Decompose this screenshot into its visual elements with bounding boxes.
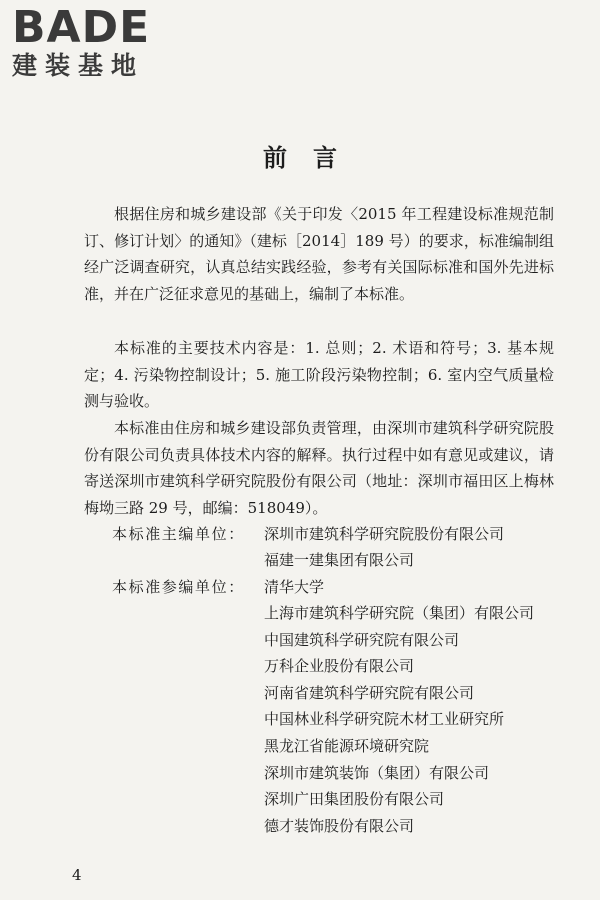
- chief-units-list: [264, 547, 540, 574]
- chief-units-label: 本标准主编单位：: [112, 525, 245, 543]
- chief-unit-item: 福建一建集团有限公司: [264, 551, 415, 569]
- page-number: 4: [72, 866, 82, 884]
- participating-unit-item: 河南省建筑科学研究院有限公司: [264, 683, 475, 702]
- paragraph-management: 本标准由住房和城乡建设部负责管理，由深圳市建筑科学研究院股份有限公司负责具体技术内容的解释。执行过程中如有意见或建议，请寄送深圳市建筑科学研究院股份有限公司（地址：深圳市福田区上梅林梅坳三路 29 号，邮编：518049）。: [84, 419, 554, 517]
- participating-unit-item: 深圳广田集团股份有限公司: [264, 790, 445, 809]
- participating-units-row: [112, 574, 572, 601]
- bade-logo: [12, 2, 151, 80]
- participating-unit-item: 中国林业科学研究院木材工业研究所: [264, 710, 505, 729]
- paragraph-contents: 本标准的主要技术内容是：1. 总则；2. 术语和符号；3. 基本规定；4. 污染物控制设计；5. 施工阶段污染物控制；6. 室内空气质量检测与验收。: [84, 339, 554, 411]
- participating-unit-item: 深圳市建筑装饰（集团）有限公司: [264, 763, 490, 782]
- participating-unit-item: 黑龙江省能源环境研究院: [264, 736, 430, 755]
- logo-subtitle: 建装基地: [12, 51, 145, 80]
- participating-unit-item: 中国建筑科学研究院有限公司: [264, 630, 460, 649]
- participating-units-list: [264, 600, 540, 839]
- participating-units-label: 本标准参编单位：: [112, 578, 245, 596]
- paragraph-basis: 根据住房和城乡建设部《关于印发〈2015 年工程建设标准规范制订、修订计划〉的通知》（建标［2014］189 号）的要求，标准编制组经广泛调查研究，认真总结实践经验，参考有关国际标准和国外先进标准，并在广泛征求意见的基础上，编制了本标准。: [84, 205, 554, 303]
- participating-unit-item: 万科企业股份有限公司: [264, 657, 415, 676]
- participating-unit-first: 清华大学: [264, 578, 325, 596]
- chief-units-row: [112, 521, 572, 548]
- page-title: 前言: [263, 143, 363, 172]
- participating-unit-item: 德才装饰股份有限公司: [264, 816, 415, 835]
- chief-unit-first: 深圳市建筑科学研究院股份有限公司: [264, 525, 505, 543]
- participating-unit-item: 上海市建筑科学研究院（集团）有限公司: [264, 604, 535, 622]
- logo-brand: BADE: [12, 2, 151, 53]
